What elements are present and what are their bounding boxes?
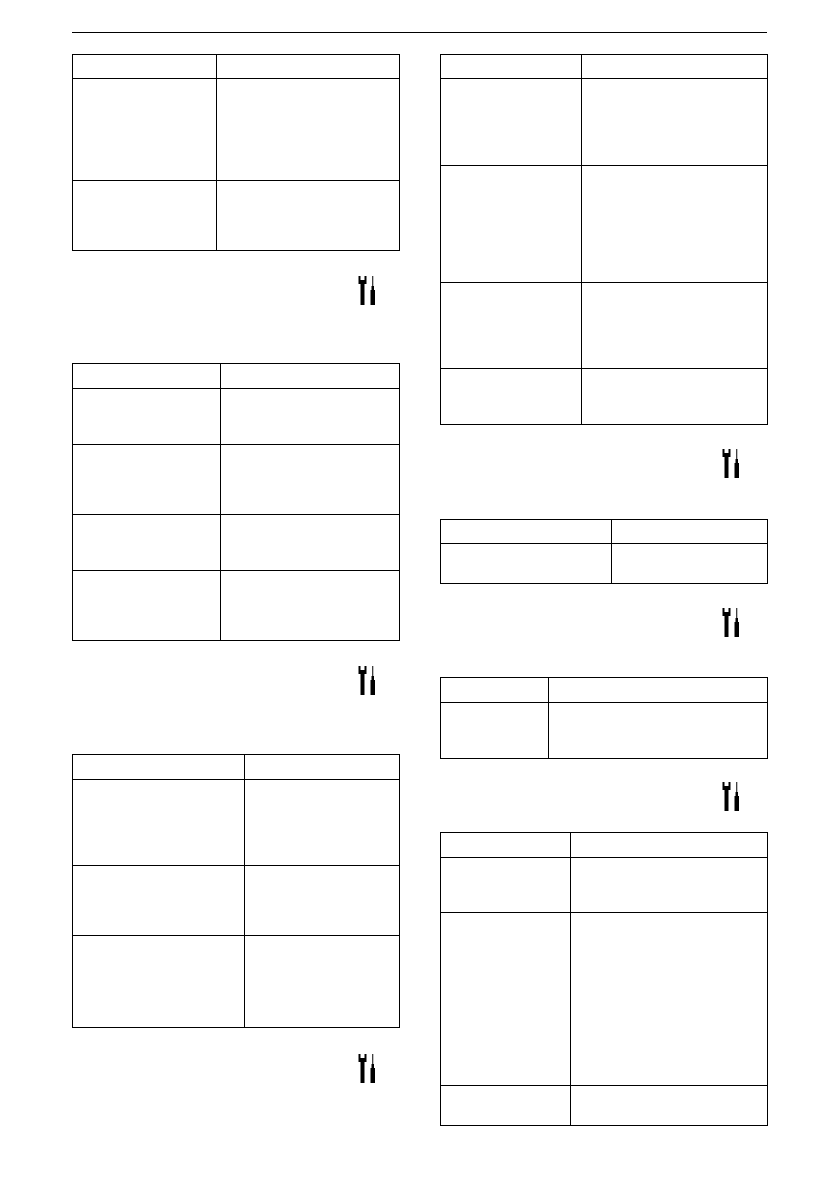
table-cell: [73, 571, 221, 641]
table-row: [441, 858, 768, 913]
table-header-row: [73, 364, 400, 389]
table-cell: [216, 79, 399, 181]
table-cell: [73, 515, 221, 571]
table-r2: [440, 519, 768, 584]
table-row: [441, 703, 768, 759]
table-cell: [441, 678, 549, 703]
table-row: [73, 780, 400, 866]
table-cell: [73, 866, 245, 936]
table-row: [441, 913, 768, 1086]
table-cell: [221, 445, 400, 515]
table-l2: [72, 363, 400, 641]
table-cell: [73, 181, 217, 251]
table-cell: [441, 913, 571, 1086]
table-header-row: [441, 55, 768, 79]
table-row: [441, 1086, 768, 1126]
table-cell: [73, 936, 245, 1028]
table-cell: [73, 755, 245, 780]
table-cell: [221, 389, 400, 445]
wrench-screwdriver-icon: [721, 606, 745, 638]
table-cell: [581, 79, 767, 166]
top-rule: [72, 32, 767, 33]
table-header-row: [441, 678, 768, 703]
table-row: [73, 571, 400, 641]
table-row: [73, 515, 400, 571]
table-l1: [72, 54, 400, 251]
table-r3: [440, 677, 768, 759]
table-cell: [221, 571, 400, 641]
table-row: [441, 166, 768, 283]
table-cell: [571, 833, 768, 858]
table-cell: [612, 544, 768, 584]
table-r4: [440, 832, 768, 1126]
wrench-screwdriver-icon: [721, 780, 745, 812]
table-cell: [571, 858, 768, 913]
wrench-screwdriver-icon: [721, 447, 745, 479]
table-cell: [441, 833, 571, 858]
table-cell: [581, 166, 767, 283]
table-row: [441, 283, 768, 369]
table-cell: [581, 369, 767, 425]
table-row: [73, 181, 400, 251]
table-cell: [73, 780, 245, 866]
table-cell: [441, 544, 612, 584]
table-cell: [73, 55, 217, 79]
table-cell: [244, 866, 399, 936]
wrench-screwdriver-icon: [357, 664, 381, 696]
table-row: [73, 866, 400, 936]
table-cell: [244, 936, 399, 1028]
table-cell: [441, 858, 571, 913]
table-cell: [441, 55, 582, 79]
table-row: [73, 389, 400, 445]
table-l3: [72, 754, 400, 1028]
table-cell: [548, 703, 767, 759]
table-cell: [441, 79, 582, 166]
table-cell: [441, 703, 549, 759]
table-cell: [216, 55, 399, 79]
table-cell: [581, 55, 767, 79]
table-row: [73, 936, 400, 1028]
table-cell: [216, 181, 399, 251]
table-row: [441, 544, 768, 584]
table-header-row: [73, 755, 400, 780]
table-header-row: [73, 55, 400, 79]
table-cell: [612, 520, 768, 544]
table-row: [441, 369, 768, 425]
table-cell: [441, 369, 582, 425]
table-cell: [73, 364, 221, 389]
wrench-screwdriver-icon: [357, 274, 381, 306]
table-cell: [441, 520, 612, 544]
table-cell: [548, 678, 767, 703]
table-cell: [244, 780, 399, 866]
table-cell: [73, 389, 221, 445]
table-row: [73, 445, 400, 515]
table-row: [441, 79, 768, 166]
table-cell: [441, 166, 582, 283]
table-row: [73, 79, 400, 181]
table-cell: [73, 445, 221, 515]
table-cell: [441, 1086, 571, 1126]
table-cell: [581, 283, 767, 369]
table-header-row: [441, 520, 768, 544]
table-header-row: [441, 833, 768, 858]
table-r1: [440, 54, 768, 425]
table-cell: [221, 364, 400, 389]
table-cell: [221, 515, 400, 571]
table-cell: [244, 755, 399, 780]
table-cell: [441, 283, 582, 369]
table-cell: [571, 913, 768, 1086]
table-cell: [571, 1086, 768, 1126]
table-cell: [73, 79, 217, 181]
wrench-screwdriver-icon: [357, 1052, 381, 1084]
